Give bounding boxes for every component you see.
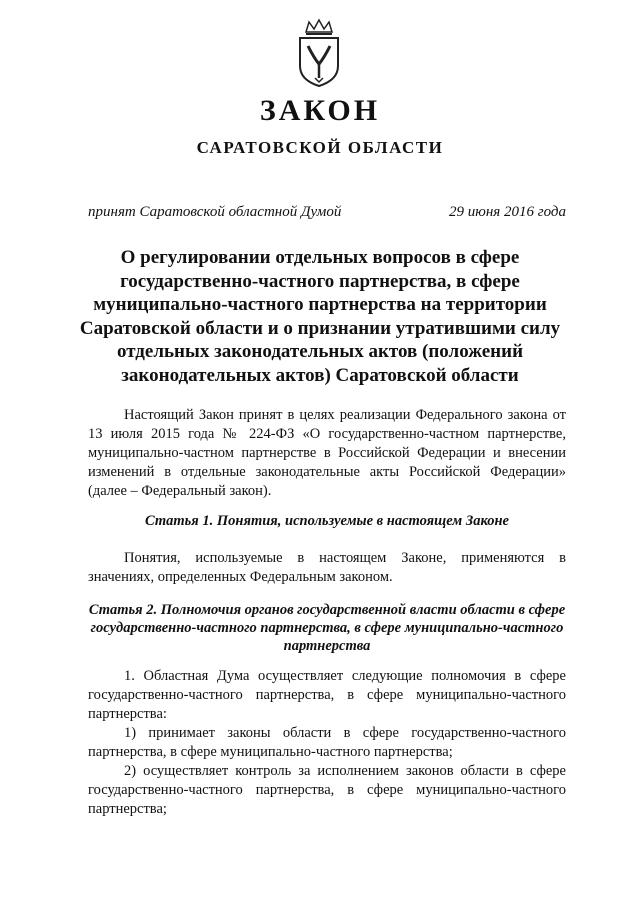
document-title: ЗАКОН [259,94,381,127]
article-2-paragraph: 2) осуществляет контроль за исполнением законов области в сфере государственно-частного партнерства, в сфере муниципально-частного партнерства; [88,763,566,817]
preamble-text: Настоящий Закон принят в целях реализации Федерального закона от 13 июля 2015 года № 224-ФЗ «О государственно-частном партнерстве, муниципально-частном партнерстве в Российской Федерации и внесении изменений в отдельные законодательные акты Российской Федерации» (далее – Федеральный закон). [88,407,566,499]
article-2-paragraph: 1. Областная Дума осуществляет следующие полномочия в сфере государственно-частного партнерства, в сфере муниципально-частного партнерства: [88,668,566,722]
law-title: О регулировании отдельных вопросов в сфере государственно-частного партнерства, в сфере муниципально-частного партнерства на территории Саратовской области и о признании утратившими силу отдельных законодательных актов (положений законодательных актов) Саратовской области [79,247,561,386]
document-subtitle: САРАТОВСКОЙ ОБЛАСТИ [196,138,444,157]
article-1-heading: Статья 1. Понятия, используемые в настоящем Законе [145,513,509,529]
adoption-date: 29 июня 2016 года [449,204,566,220]
article-1-text: Понятия, используемые в настоящем Законе, применяются в значениях, определенных Федеральным законом. [88,550,566,585]
preamble [88,406,566,501]
adopted-by: принят Саратовской областной Думой [88,204,342,220]
saratov-coat-of-arms-icon [294,18,344,88]
article-2-paragraph: 1) принимает законы области в сфере государственно-частного партнерства, в сфере муниципально-частного партнерства; [88,725,566,760]
article-2-body [88,667,566,819]
article-2-heading: Статья 2. Полномочия органов государственной власти области в сфере государственно-частного партнерства, в сфере муниципально-частного партнерства [88,602,566,654]
article-1-body [88,549,566,587]
